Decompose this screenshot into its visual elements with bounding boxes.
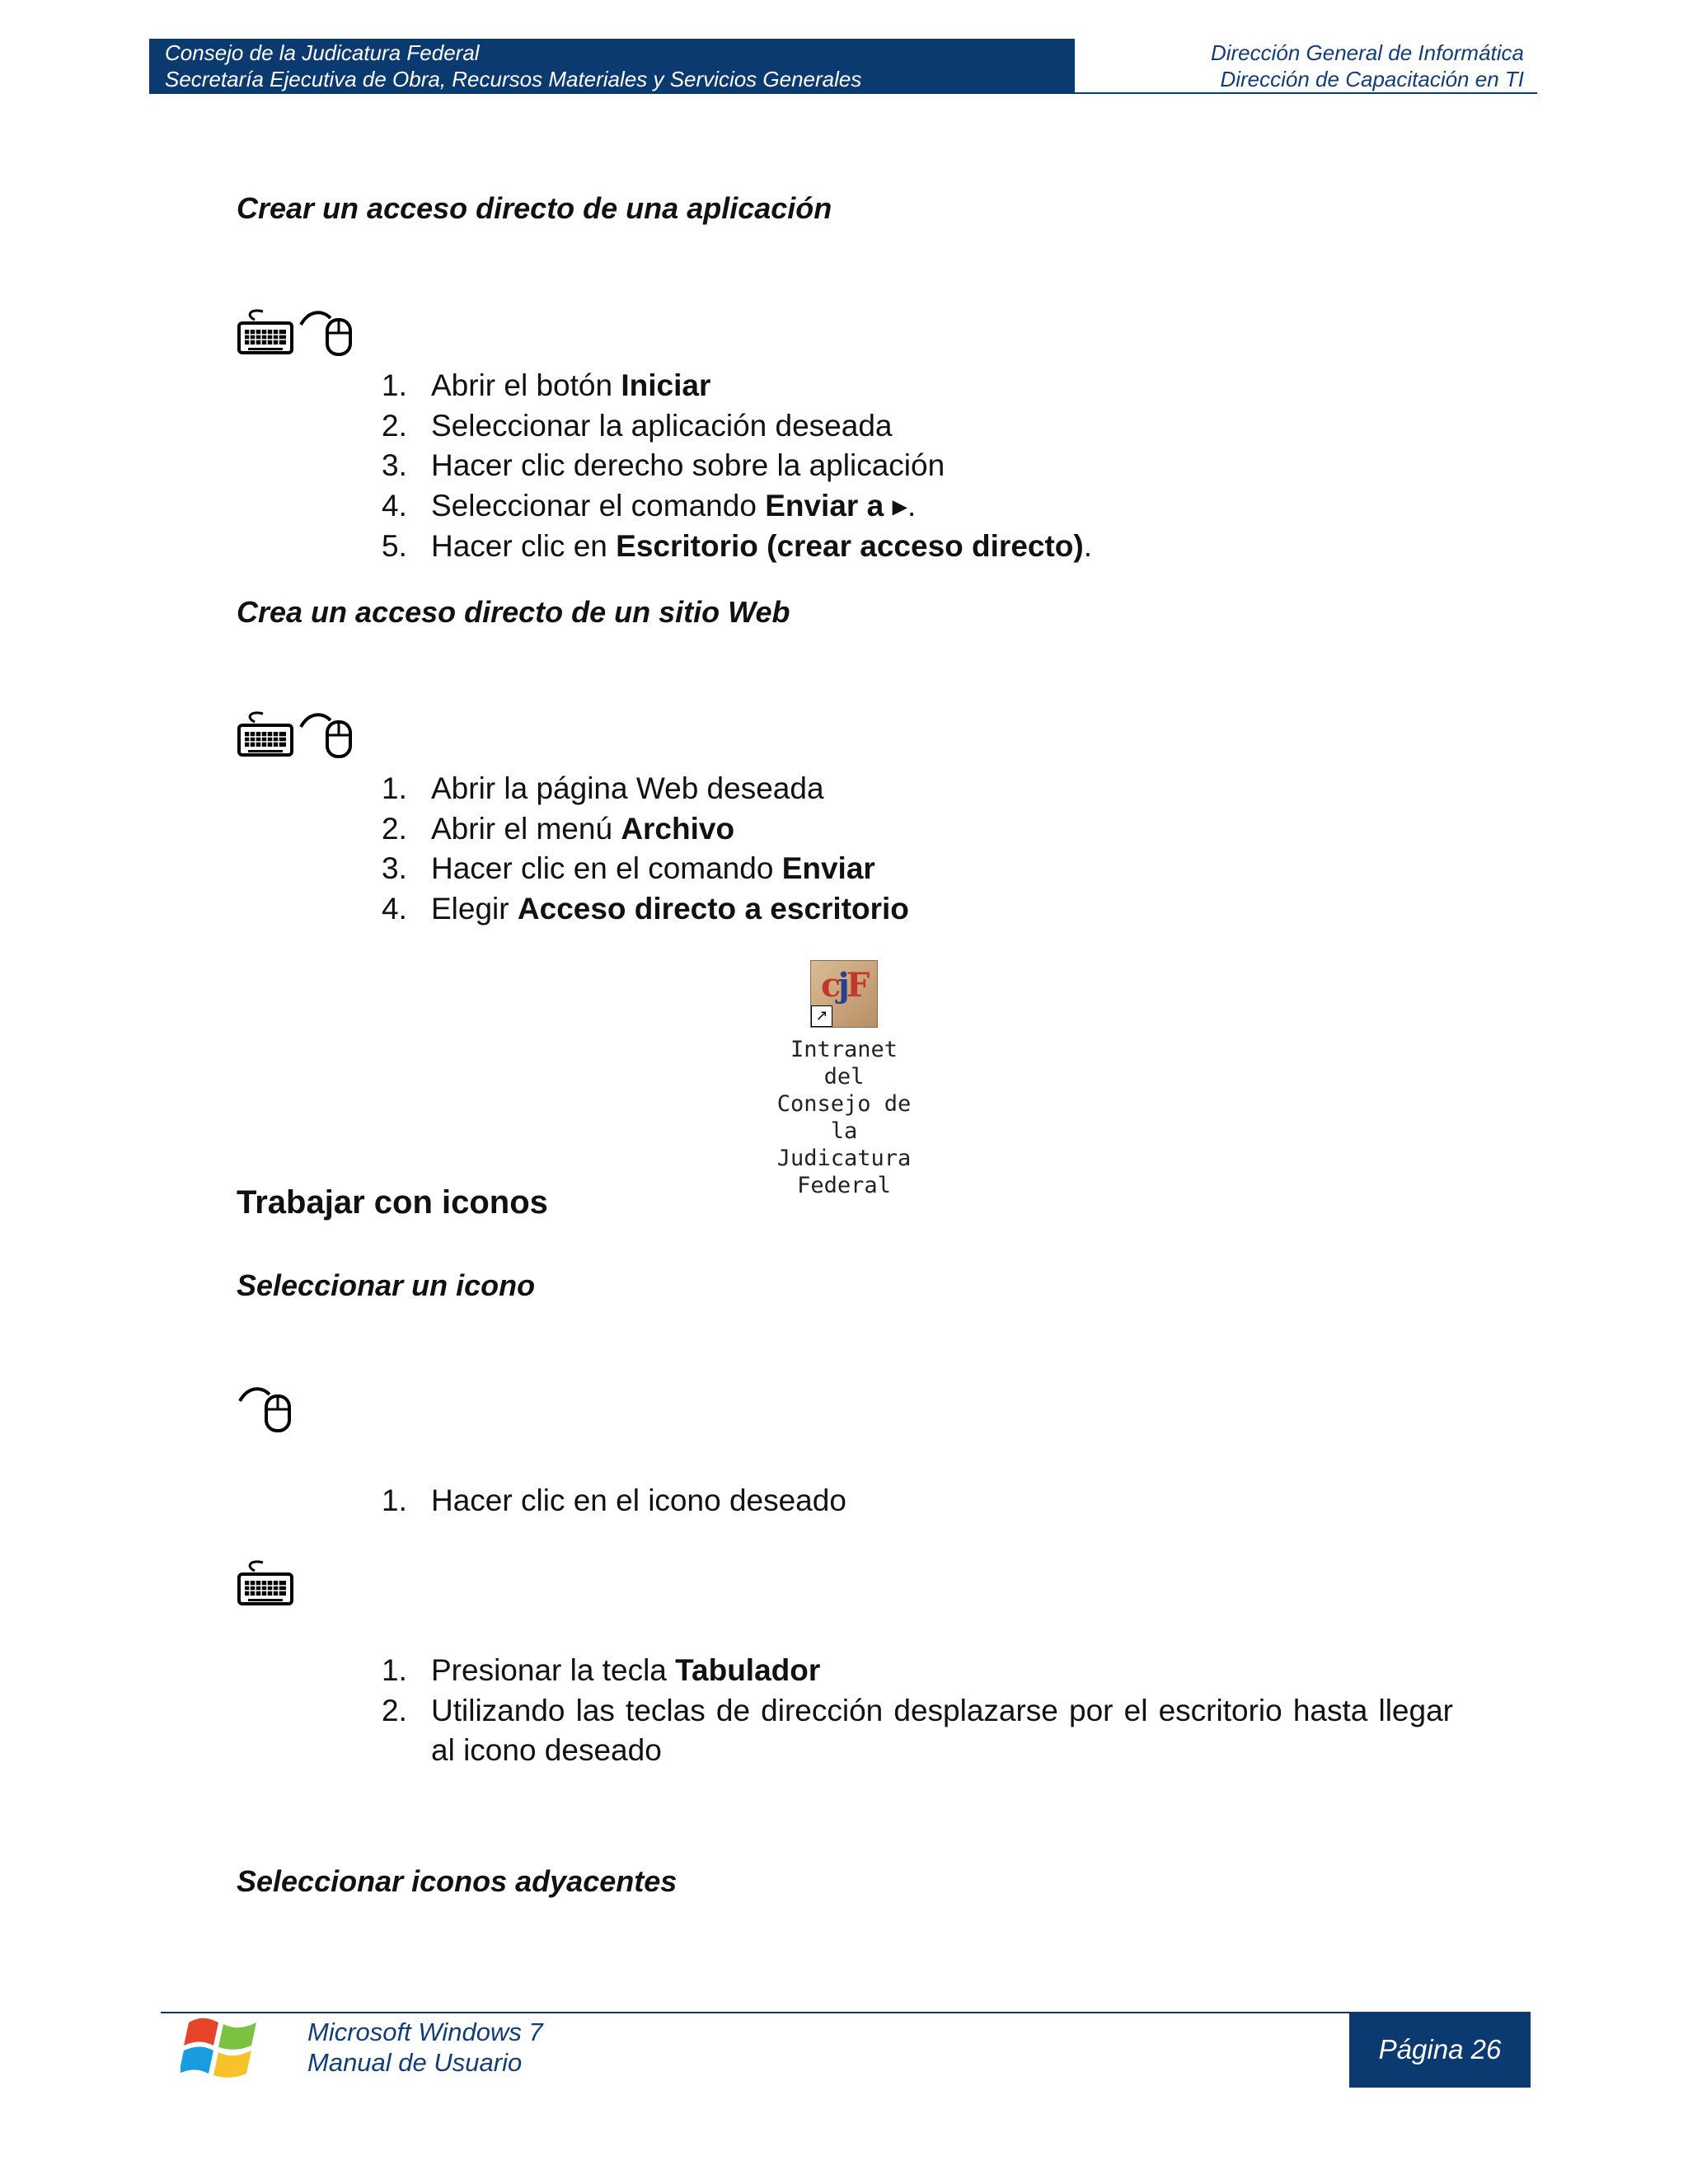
keyboard-icon bbox=[237, 308, 294, 358]
mouse-icon bbox=[237, 1383, 296, 1436]
keyboard-icon bbox=[237, 710, 294, 760]
shortcut-arrow-icon: ↗ bbox=[811, 1005, 832, 1027]
subheading-web-shortcut: Crea un acceso directo de un sitio Web bbox=[237, 595, 790, 629]
list-item: 1. Presionar la tecla Tabulador bbox=[382, 1653, 821, 1687]
subheading-select-adjacent: Seleccionar iconos adyacentes bbox=[237, 1864, 678, 1898]
subheading-select-icon: Seleccionar un icono bbox=[237, 1268, 536, 1302]
page-number: Página 26 bbox=[1349, 2012, 1531, 2088]
list-item: 4. Elegir Acceso directo a escritorio bbox=[382, 892, 909, 926]
list-item: 1. Abrir la página Web deseada bbox=[382, 771, 824, 805]
mouse-icon bbox=[298, 709, 357, 762]
steps-list-mouse-select bbox=[382, 1481, 1453, 1521]
desktop-shortcut-intranet[interactable] bbox=[770, 960, 918, 1199]
mouse-icon bbox=[298, 307, 357, 359]
steps-list-web-shortcut bbox=[382, 769, 1453, 930]
footer-text bbox=[307, 2017, 543, 2078]
windows-logo-icon bbox=[181, 2011, 263, 2087]
header-organization: Consejo de la Judicatura Federal bbox=[165, 40, 480, 65]
header-direction-general: Dirección General de Informática bbox=[1210, 40, 1524, 65]
submenu-arrow-icon: ▸ bbox=[884, 489, 908, 523]
subheading-app-shortcut: Crear un acceso directo de una aplicación bbox=[237, 191, 832, 225]
list-item: 1. Abrir el botón Iniciar bbox=[382, 368, 711, 402]
shortcut-label: Intranet del Consejo de la Judicatura Federal bbox=[776, 1037, 912, 1198]
section-title: Trabajar con iconos bbox=[237, 1184, 548, 1221]
input-method-icons bbox=[237, 300, 357, 366]
list-item: 2. Seleccionar la aplicación deseada bbox=[382, 408, 893, 443]
steps-list-keyboard-select bbox=[382, 1651, 1453, 1771]
footer-manual: Manual de Usuario bbox=[307, 2048, 523, 2077]
keyboard-method-icon bbox=[237, 1551, 294, 1617]
mouse-method-icon bbox=[237, 1376, 296, 1442]
header-right-block bbox=[1080, 39, 1537, 93]
header-direction-training: Dirección de Capacitación en TI bbox=[1220, 67, 1524, 91]
footer-rule bbox=[161, 2012, 1529, 2013]
input-method-icons bbox=[237, 702, 357, 768]
steps-list-app-shortcut bbox=[382, 366, 1453, 567]
header-rule bbox=[149, 92, 1537, 94]
keyboard-icon bbox=[237, 1559, 294, 1609]
list-item: 2. Abrir el menú Archivo bbox=[382, 811, 735, 846]
header-secretariat: Secretaría Ejecutiva de Obra, Recursos Materiales y Servicios Generales bbox=[165, 67, 862, 91]
cjf-logo-icon: cjF ↗ bbox=[810, 960, 878, 1028]
list-item: 3. Hacer clic derecho sobre la aplicación bbox=[382, 448, 945, 483]
list-item: 3. Hacer clic en el comando Enviar bbox=[382, 851, 875, 886]
list-item: 2. Utilizando las teclas de dirección desplazarse por el escritorio hasta llegar al icono deseado bbox=[382, 1693, 1453, 1768]
header-left-banner bbox=[149, 39, 1075, 93]
list-item: 4. Seleccionar el comando Enviar a ▸. bbox=[382, 489, 917, 523]
list-item: 1. Hacer clic en el icono deseado bbox=[382, 1483, 846, 1517]
list-item: 5. Hacer clic en Escritorio (crear acceso directo). bbox=[382, 528, 1092, 563]
footer-product: Microsoft Windows 7 bbox=[307, 2018, 543, 2046]
